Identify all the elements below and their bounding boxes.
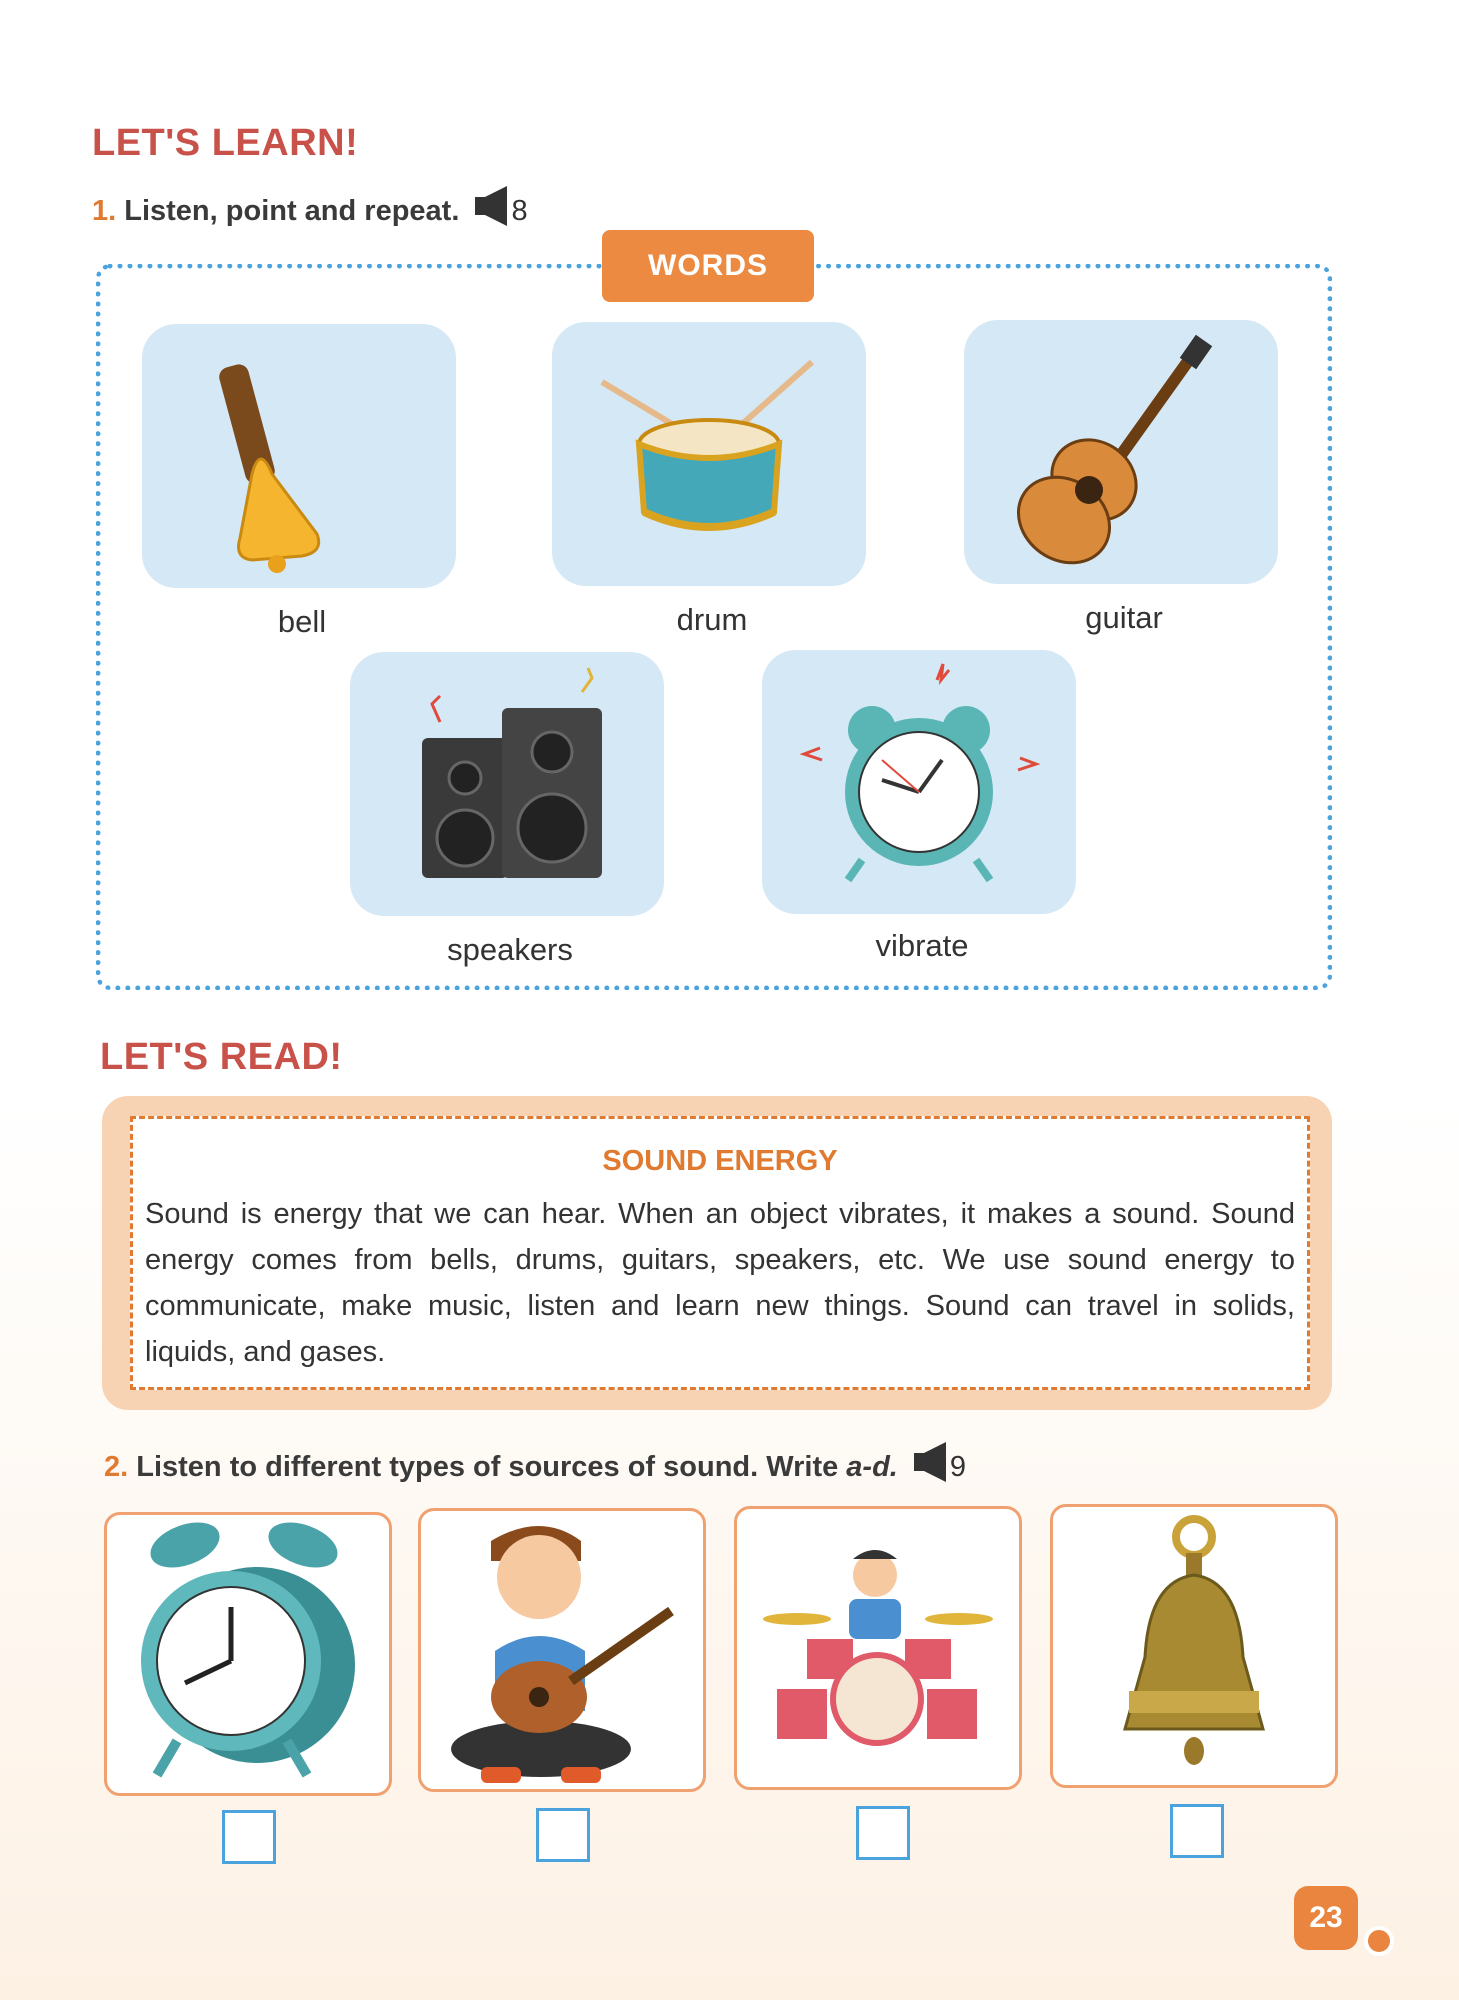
drummer-card[interactable] [734,1506,1022,1790]
answer-box-2[interactable] [536,1808,590,1862]
guitar-boy-card[interactable] [418,1508,706,1792]
answer-box-1[interactable] [222,1810,276,1864]
drum-icon [552,322,866,586]
word-guitar: guitar [1085,600,1163,635]
words-tag: WORDS [602,230,814,302]
word-drum: drum [676,602,748,637]
drum-tile[interactable] [552,322,866,586]
learn-heading: LET'S LEARN! [92,122,359,164]
page-number: 23 [1294,1886,1358,1950]
speaker-audio-icon[interactable] [475,186,509,234]
bell-icon [1053,1507,1335,1785]
guitar-icon [964,320,1278,584]
vibrate-tile[interactable] [762,650,1076,914]
read-heading: LET'S READ! [100,1036,343,1078]
answer-box-4[interactable] [1170,1804,1224,1858]
instruction-number: 1. [92,195,117,227]
reading-panel [102,1096,1332,1410]
word-bell: bell [277,604,327,639]
exercise-number: 2. [104,1451,129,1483]
exercise-range: a-d. [846,1451,898,1483]
reading-text: Sound is energy that we can hear. When an object vibrates, it makes a sound. Sound energy comes from bells, drums, guitars, speakers, etc. We use sound energy to communicate, make music, listen and learn new things. Sound can travel in solids, liquids, and gases. [145,1198,1295,1368]
speaker-audio-icon[interactable] [914,1442,948,1490]
guitar-tile[interactable] [964,320,1278,584]
page-dot-decoration [1364,1926,1394,1956]
instruction-text: Listen, point and repeat. [124,195,460,227]
bell-tile[interactable] [142,324,456,588]
speakers-tile[interactable] [350,652,664,916]
audio-track-number: 9 [949,1451,967,1483]
answer-box-3[interactable] [856,1806,910,1860]
alarm-clock-icon [762,650,1076,914]
exercise-text: Listen to different types of sources of sound. Write [136,1451,847,1483]
audio-track-number: 8 [511,195,528,227]
word-vibrate: vibrate [875,928,969,963]
bell-icon [142,324,456,588]
exercise-instruction [104,1442,966,1490]
bell-card[interactable] [1050,1504,1338,1788]
drummer-icon [737,1509,1019,1787]
boy-playing-guitar-icon [421,1511,703,1789]
reading-title: SOUND ENERGY [602,1145,838,1177]
alarm-clock-icon [107,1515,389,1793]
learn-instruction [92,186,528,234]
speakers-icon [350,652,664,916]
word-speakers: speakers [447,932,573,967]
reading-box [130,1116,1310,1390]
alarm-clock-card[interactable] [104,1512,392,1796]
